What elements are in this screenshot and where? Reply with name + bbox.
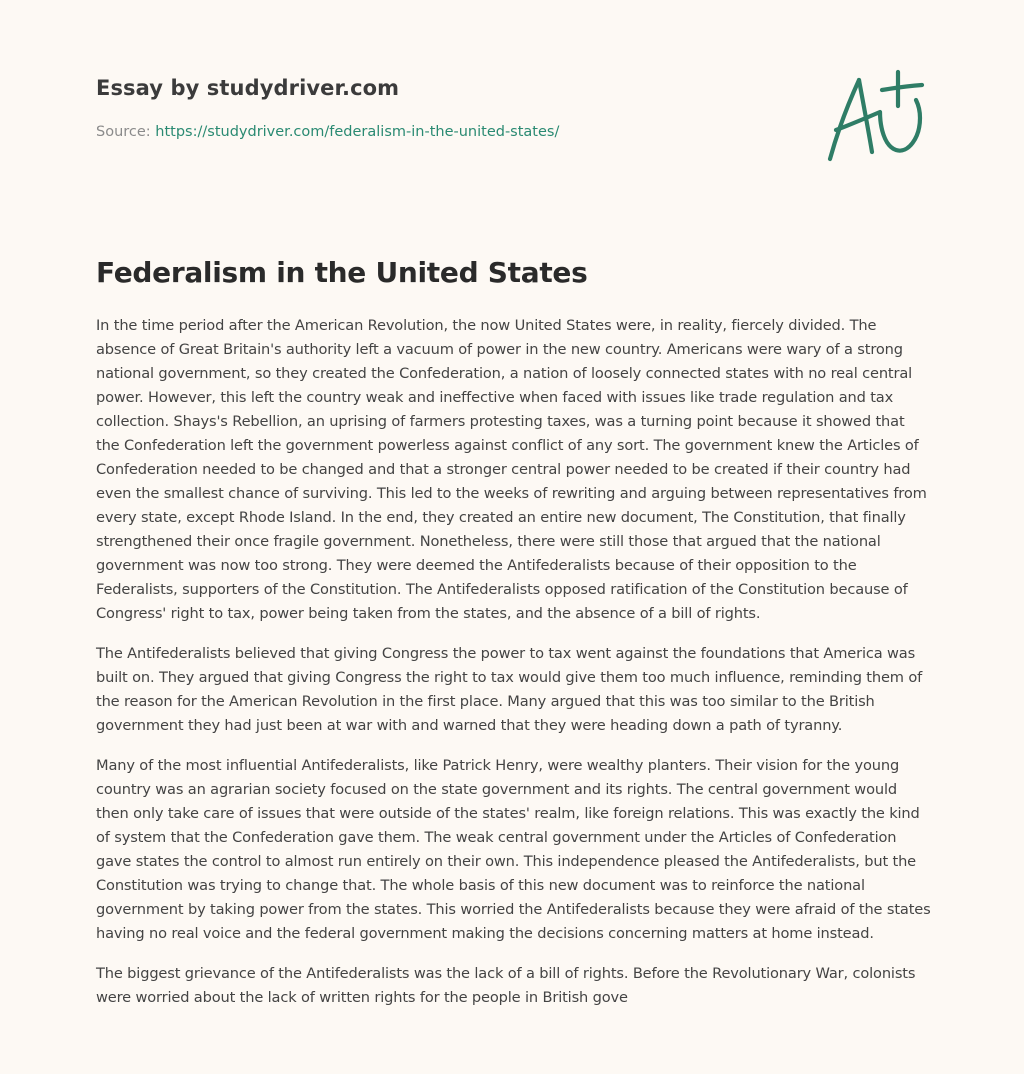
paragraph: The Antifederalists believed that giving Congress the power to tax went against the foundations that America was built on. They argued that giving Congress the right to tax would give them too much influence, reminding them of the reason for the American Revolution in the first place. Many argued that this was too similar to the British government they had just been at war with and warned that they were heading down a path of tyranny.: [96, 645, 923, 734]
paragraph: Many of the most influential Antifederalists, like Patrick Henry, were wealthy planters. Their vision for the young country was an agrarian society focused on the state government and its rights. The central government would then only take care of issues that were outside of the states' realm, like foreign relations. This was exactly the kind of system that the Confederation gave them. The weak central government under the Articles of Confederation gave states the control to almost run entirely on their own. This independence pleased the Antifederalists, but the Constitution was trying to change that. The whole basis of this new document was to reinforce the national government by taking power from the states. This worried the Antifederalists because they were afraid of the states having no real voice and the federal government making the decisions concerning matters at home instead.: [96, 757, 931, 942]
essay-body: [96, 314, 932, 1026]
source-line: [96, 124, 559, 140]
source-link[interactable]: https://studydriver.com/federalism-in-the-united-states/: [155, 124, 560, 140]
paragraph: The biggest grievance of the Antifederalists was the lack of a bill of rights. Before the Revolutionary War, colonists were worried about the lack of written rights for the people in British gove: [96, 965, 916, 1006]
paragraph: In the time period after the American Revolution, the now United States were, in reality, fiercely divided. The absence of Great Britain's authority left a vacuum of power in the new country. Americans were wary of a strong national government, so they created the Confederation, a nation of loosely connected states with no real central power. However, this left the country weak and ineffective when faced with issues like trade regulation and tax collection. Shays's Rebellion, an uprising of farmers protesting taxes, was a turning point because it showed that the Confederation left the government powerless against conflict of any sort. The government knew the Articles of Confederation needed to be changed and that a stronger central power needed to be created if their country had even the smallest chance of surviving. This led to the weeks of rewriting and arguing between representatives from every state, except Rhode Island. In the end, they created an entire new document, The Constitution, that finally strengthened their once fragile government. Nonetheless, there were still those that argued that the national government was now too strong. They were deemed the Antifederalists because of their opposition to the Federalists, supporters of the Constitution. The Antifederalists opposed ratification of the Constitution because of Congress' right to tax, power being taken from the states, and the absence of a bill of rights.: [96, 317, 927, 622]
brand-heading: Essay by studydriver.com: [96, 76, 400, 100]
essay-title: Federalism in the United States: [96, 256, 588, 289]
a-plus-logo: [822, 68, 928, 164]
source-label: Source:: [96, 124, 156, 140]
